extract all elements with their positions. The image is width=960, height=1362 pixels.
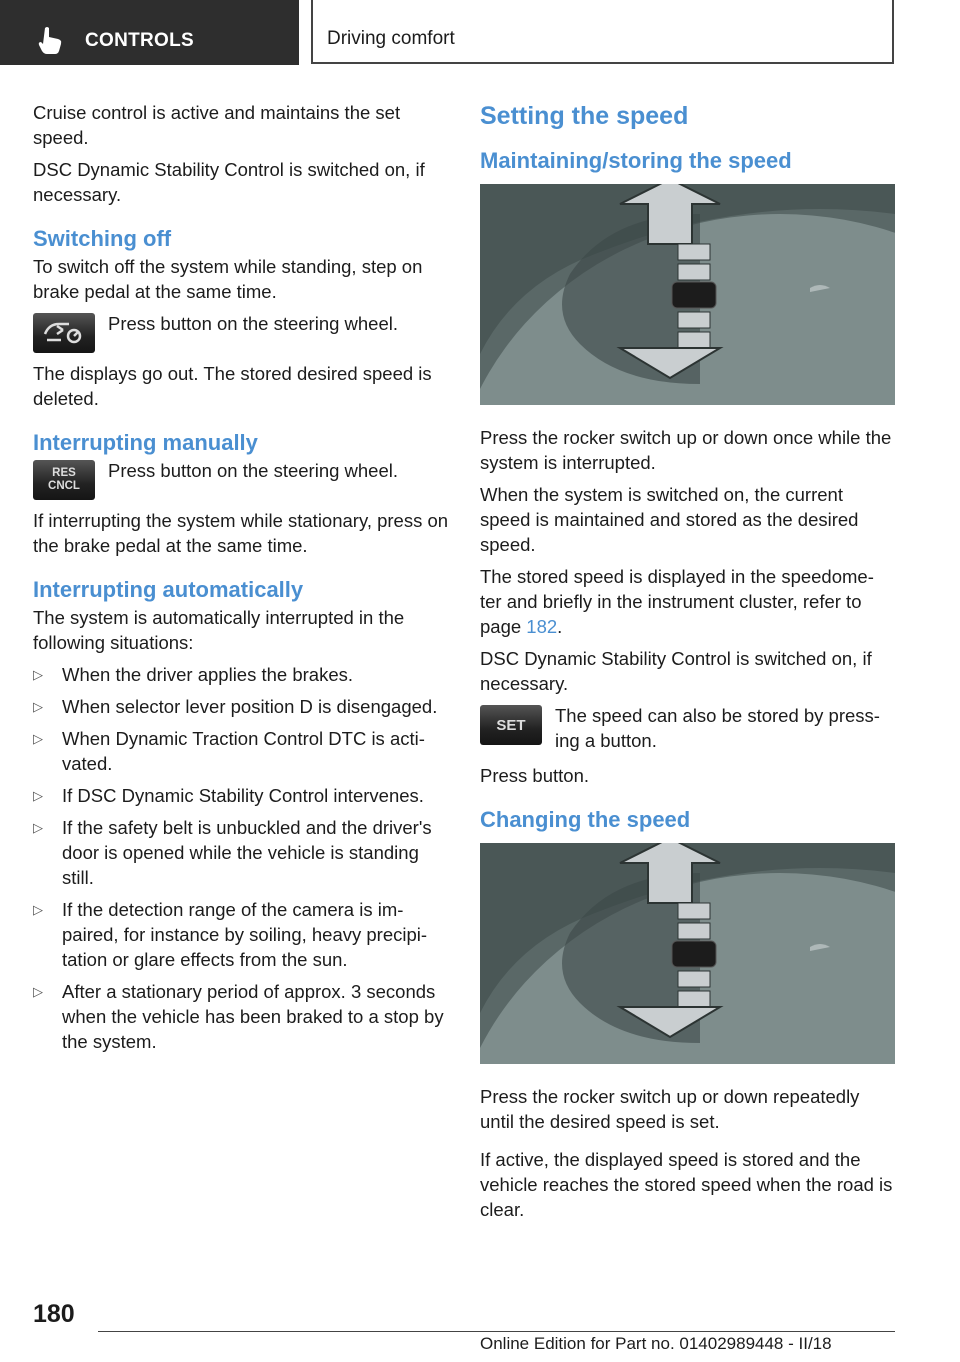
cncl-label: CNCL bbox=[48, 480, 80, 492]
interrupting-automatically-heading: Interrupting automatically bbox=[33, 577, 304, 602]
steering-wheel-rocker-figure-2 bbox=[480, 843, 895, 1064]
changing-heading: Changing the speed bbox=[480, 807, 691, 832]
maintaining-p3: The stored speed is displayed in the speedome‐ter and briefly in the instrument cluster, refer to page 182. bbox=[480, 566, 874, 637]
intro-paragraph-1: Cruise control is active and maintains the set speed. bbox=[33, 102, 401, 148]
list-item: ▷ If the safety belt is unbuckled and the driver's door is opened while the vehicle is standing still. bbox=[33, 817, 432, 888]
list-item: ▷ When Dynamic Traction Control DTC is acti‐vated. bbox=[33, 728, 425, 774]
chapter-header bbox=[311, 0, 894, 64]
res-cncl-button-icon bbox=[33, 460, 95, 500]
right-column bbox=[480, 100, 895, 1229]
footer-divider bbox=[98, 1331, 895, 1332]
interrupting-manually-heading: Interrupting manually bbox=[33, 430, 258, 455]
changing-p1: Press the rocker switch up or down repeatedly until the desired speed is set. bbox=[480, 1086, 860, 1132]
changing-p2: If active, the displayed speed is stored and the vehicle reaches the stored speed when the road is clear. bbox=[480, 1149, 893, 1220]
switching-off-after: The displays go out. The stored desired speed is deleted. bbox=[33, 363, 432, 409]
steering-wheel-rocker-figure-1 bbox=[480, 184, 895, 405]
maintaining-p5: Press button. bbox=[480, 765, 590, 786]
page-link[interactable]: 182 bbox=[526, 616, 558, 637]
maintaining-p1: Press the rocker switch up or down once while the system is interrupted. bbox=[480, 427, 892, 473]
section-label: CONTROLS bbox=[85, 30, 195, 51]
list-item: ▷ When selector lever position D is disengaged. bbox=[33, 696, 438, 717]
switching-off-heading: Switching off bbox=[33, 226, 172, 251]
triangle-bullet-icon: ▷ bbox=[33, 731, 43, 746]
maintaining-heading: Maintaining/storing the speed bbox=[480, 148, 792, 173]
res-label: RES bbox=[52, 467, 76, 479]
intro-paragraph-2: DSC Dynamic Stability Control is switched on, if necessary. bbox=[33, 159, 425, 205]
list-item: ▷ When the driver applies the brakes. bbox=[33, 664, 354, 685]
chapter-title: Driving comfort bbox=[327, 28, 455, 49]
switching-off-icon-row bbox=[33, 311, 449, 351]
interrupting-manually-icon-row bbox=[33, 458, 449, 498]
triangle-bullet-icon: ▷ bbox=[33, 699, 43, 714]
list-item: ▷ If DSC Dynamic Stability Control intervenes. bbox=[33, 785, 424, 806]
set-icon-text: The speed can also be stored by press‐ing a button. bbox=[555, 705, 880, 751]
set-button-icon: SET bbox=[480, 705, 542, 745]
maintaining-p4: DSC Dynamic Stability Control is switched on, if necessary. bbox=[480, 648, 872, 694]
interrupting-manually-icon-text: Press button on the steering wheel. bbox=[108, 460, 399, 481]
hand-pointer-icon bbox=[38, 26, 64, 54]
interrupting-manually-after: If interrupting the system while stationary, press on the brake pedal at the same time. bbox=[33, 510, 449, 556]
interrupting-automatically-text: The system is automatically interrupted in the following situations: bbox=[33, 607, 405, 653]
switching-off-text: To switch off the system while standing, step on brake pedal at the same time. bbox=[33, 256, 423, 302]
list-item: ▷ If the detection range of the camera is im‐paired, for instance by soiling, heavy precipi‐tation or glare effects from the sun. bbox=[33, 899, 428, 970]
triangle-bullet-icon: ▷ bbox=[33, 902, 43, 917]
edition-text: Online Edition for Part no. 01402989448 - II/18 bbox=[480, 1334, 832, 1353]
triangle-bullet-icon: ▷ bbox=[33, 788, 43, 803]
section-tab bbox=[0, 0, 299, 65]
triangle-bullet-icon: ▷ bbox=[33, 820, 43, 835]
set-icon-row bbox=[480, 703, 895, 753]
switching-off-icon-text: Press button on the steering wheel. bbox=[108, 313, 399, 334]
list-item: ▷ After a stationary period of approx. 3 seconds when the vehicle has been braked to a stop by the system. bbox=[33, 981, 444, 1052]
triangle-bullet-icon: ▷ bbox=[33, 667, 43, 682]
cruise-control-button-icon bbox=[33, 313, 95, 353]
triangle-bullet-icon: ▷ bbox=[33, 984, 43, 999]
left-column bbox=[33, 100, 449, 1061]
situations-list bbox=[33, 662, 449, 1054]
maintaining-p2: When the system is switched on, the current speed is maintained and stored as the desired speed. bbox=[480, 484, 859, 555]
page-number: 180 bbox=[33, 1300, 75, 1328]
setting-speed-heading: Setting the speed bbox=[480, 102, 689, 130]
